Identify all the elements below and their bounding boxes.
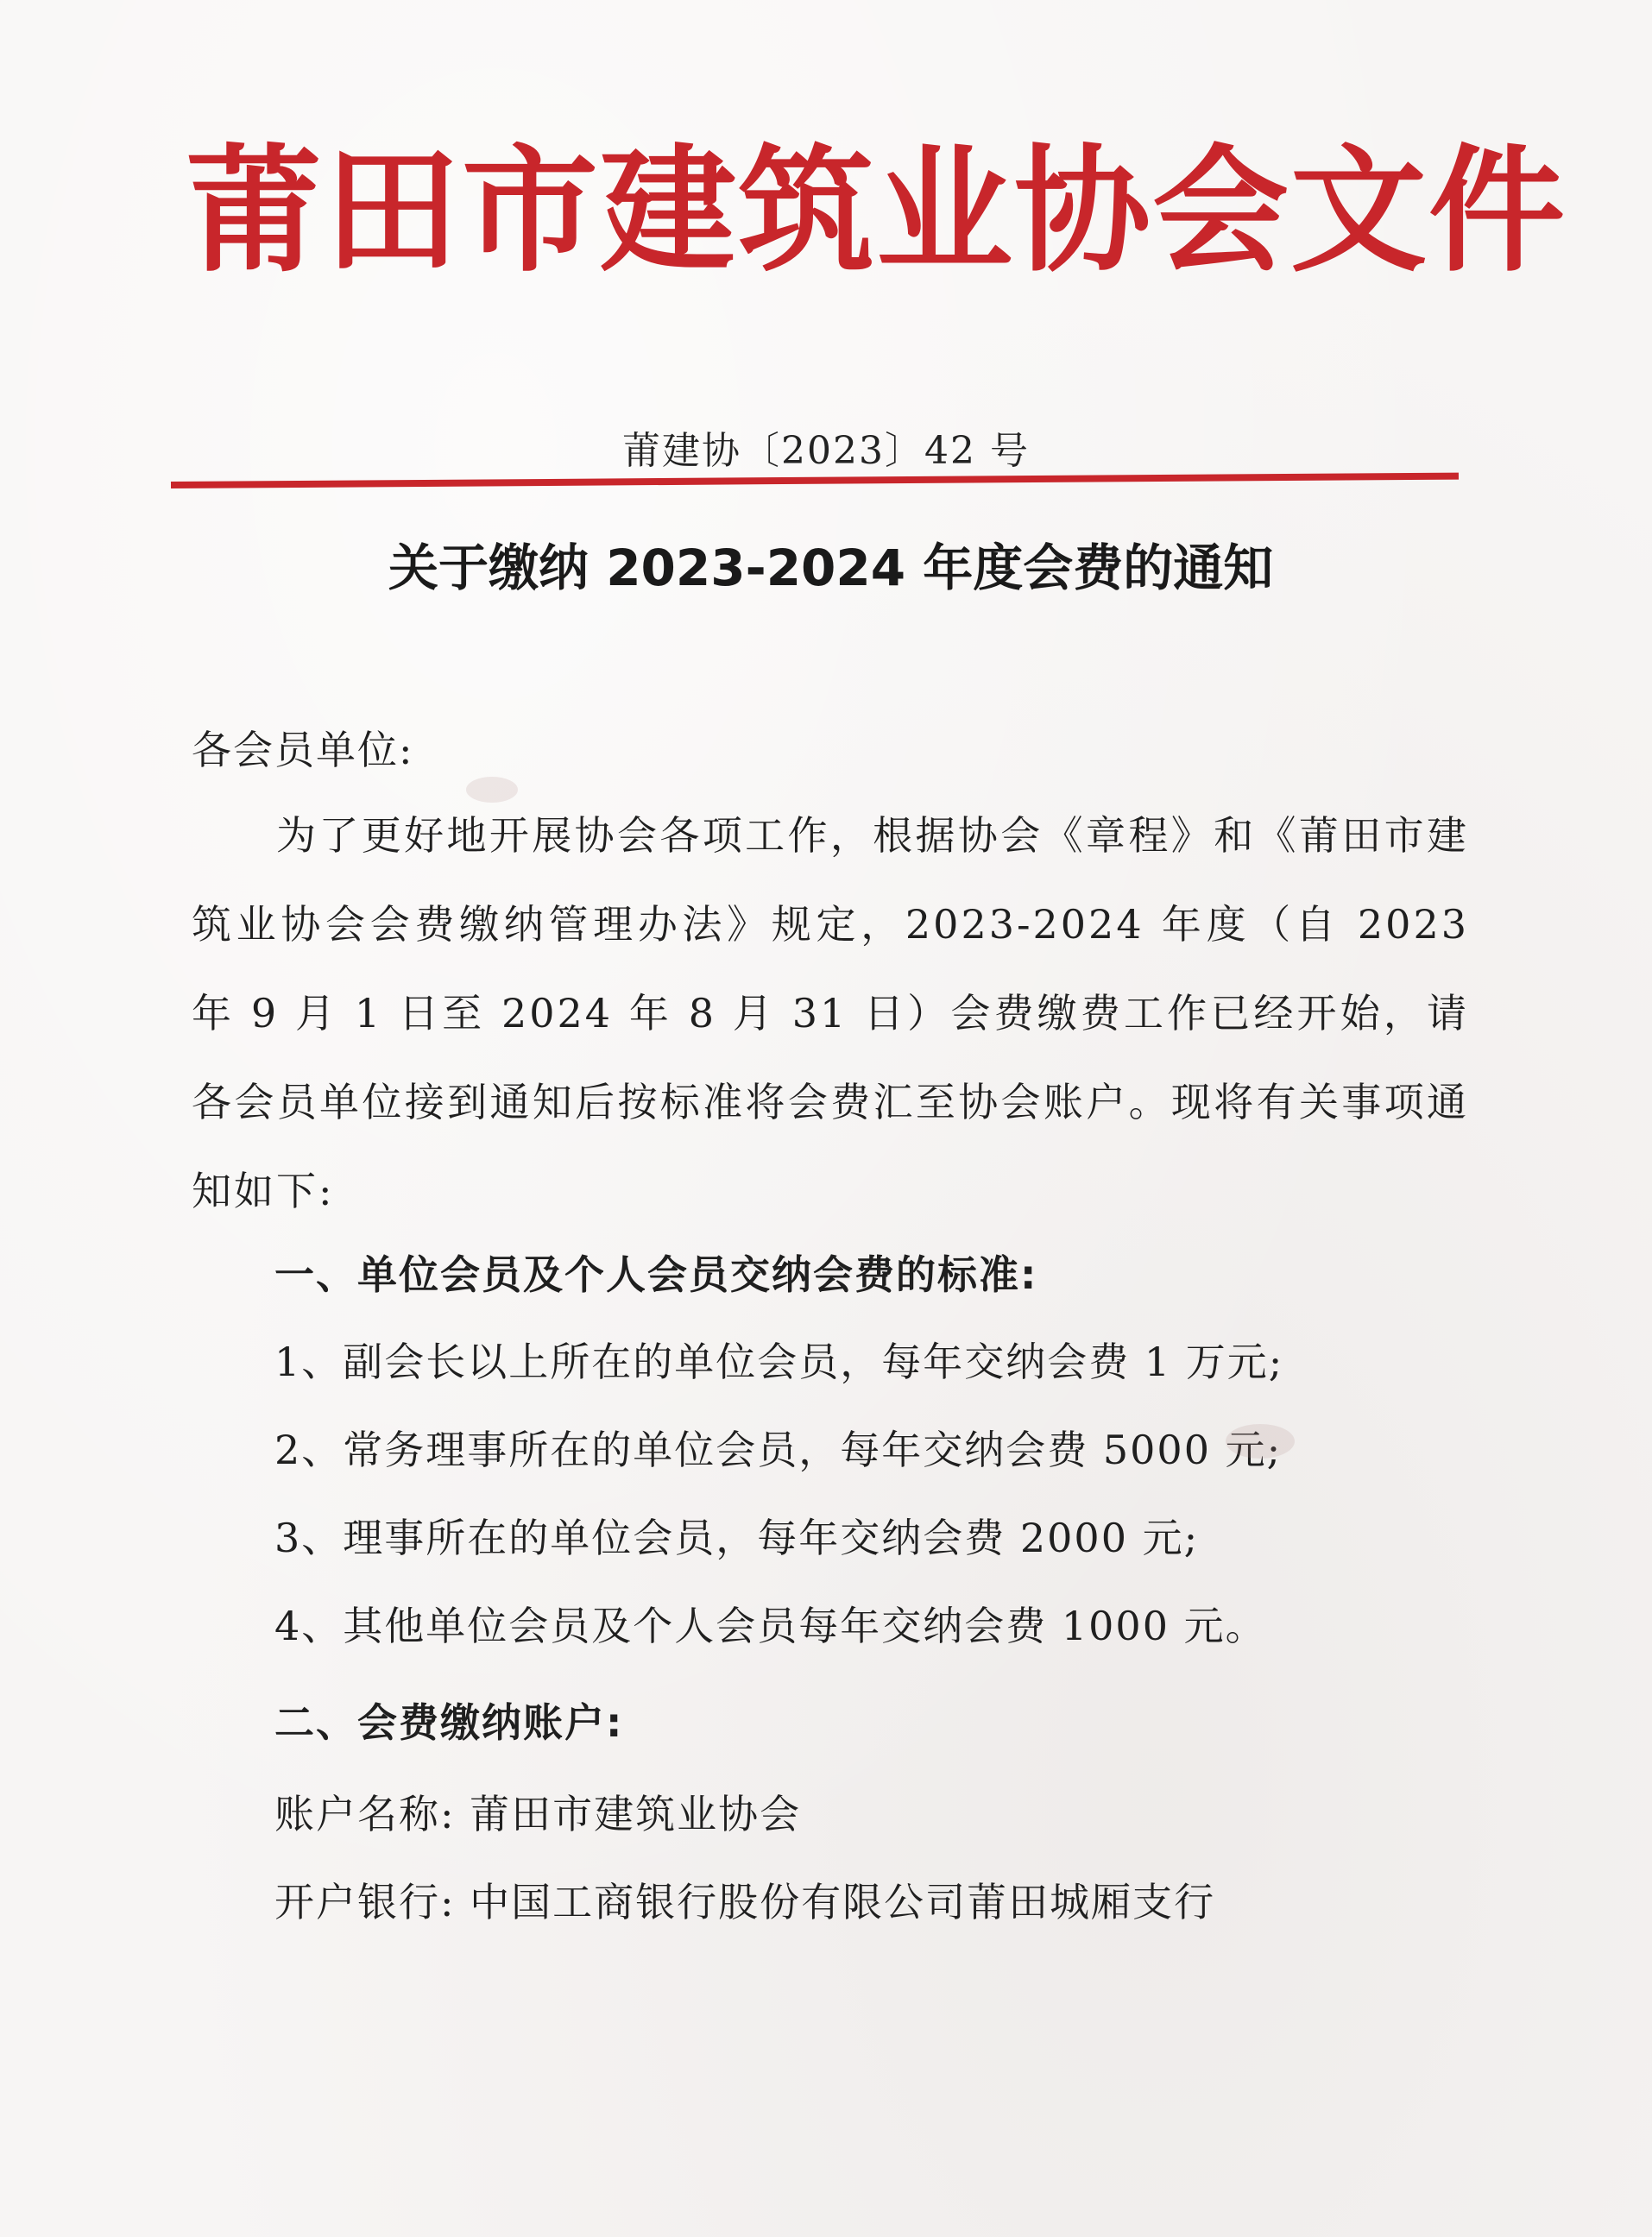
fee-item-2: 2、常务理事所在的单位会员，每年交纳会费 5000 元; [274, 1427, 1283, 1473]
section2-heading: 二、会费缴纳账户: [274, 1699, 624, 1746]
paper-stain [466, 777, 518, 803]
paper-stain [1226, 1424, 1295, 1459]
fee-item-4: 4、其他单位会员及个人会员每年交纳会费 1000 元。 [274, 1603, 1267, 1649]
salutation: 各会员单位: [192, 727, 414, 773]
notice-title: 关于缴纳 2023-2024 年度会费的通知 [388, 539, 1274, 597]
fee-item-3: 3、理事所在的单位会员，每年交纳会费 2000 元; [274, 1515, 1200, 1561]
fee-item-1: 1、副会长以上所在的单位会员，每年交纳会费 1 万元; [274, 1339, 1284, 1385]
organization-header-title: 莆田市建筑业协会文件 [186, 131, 1567, 291]
document-number: 莆建协〔2023〕42 号 [622, 429, 1030, 473]
account-name: 账户名称: 莆田市建筑业协会 [274, 1791, 802, 1837]
intro-paragraph: 为了更好地开展协会各项工作，根据协会《章程》和《莆田市建筑业协会会费缴纳管理办法》规定，2023-2024 年度（自 2023 年 9 月 1 日至 2024 年 8 月 31 日）会费缴费工作已经开始，请各会员单位接到通知后按标准将会费汇至协会账户。现将有关事项通知如下: [192, 812, 1469, 1214]
section1-heading: 一、单位会员及个人会员交纳会费的标准: [274, 1251, 1038, 1298]
bank-name: 开户银行: 中国工商银行股份有限公司莆田城厢支行 [274, 1879, 1216, 1925]
